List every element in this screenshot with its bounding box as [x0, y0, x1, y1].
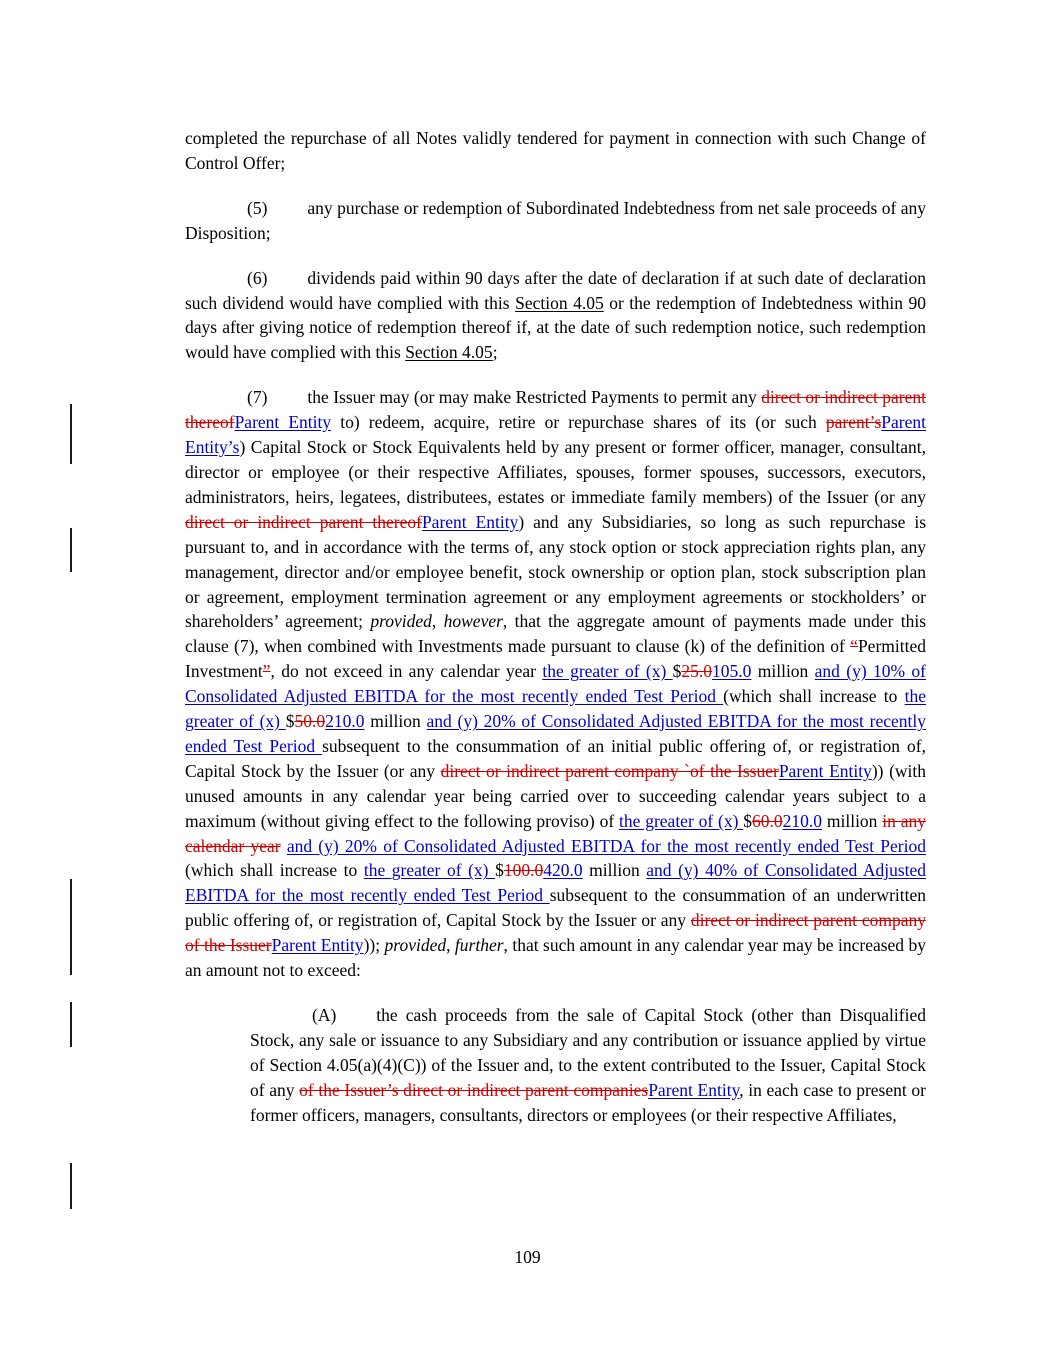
- inserted-text: 105.0: [712, 661, 752, 682]
- change-bar: [70, 404, 72, 464]
- text-run: million: [364, 711, 427, 732]
- text-run: million: [582, 860, 647, 881]
- paragraph: [185, 266, 926, 366]
- deleted-text: ”: [262, 661, 271, 682]
- underlined-reference: Section 4.05: [405, 342, 493, 363]
- deleted-text: direct or indirect parent thereof: [185, 511, 422, 532]
- text-run: $: [285, 711, 295, 732]
- text-run: completed the repurchase of all Notes validly tendered for payment in connection with such Change of Control Offer;: [185, 128, 926, 173]
- text-run: million: [751, 661, 815, 682]
- text-run: , that such amount in any calendar year may be increased by an amount not to exceed:: [185, 935, 926, 981]
- deleted-text: direct or indirect parent company of the Issuer: [185, 910, 926, 956]
- inserted-text: the greater of (x): [363, 860, 496, 881]
- text-run: , that the aggregate amount of payments made under this clause (7), when combined with Investments made pursuant to clause (k) of the definition of: [185, 611, 927, 657]
- inserted-text: and (y) 20% of Consolidated Adjusted EBITDA for the most recently ended Test Period: [286, 835, 926, 856]
- inserted-text: and (y) 10% of Consolidated Adjusted EBITDA for the most recently ended Test Period: [185, 661, 927, 707]
- text-run: , do not exceed in any calendar year: [270, 661, 543, 682]
- italic-text: however: [443, 611, 503, 632]
- inserted-text: Parent Entity: [271, 935, 364, 956]
- deleted-text: 50.0: [294, 711, 326, 732]
- text-run: any purchase or redemption of Subordinated Indebtedness from net sale proceeds of any Disposition;: [185, 197, 926, 243]
- text-run: $: [495, 860, 504, 881]
- inserted-text: Parent Entity: [778, 760, 872, 781]
- inserted-text: 210.0: [782, 810, 823, 831]
- text-run: (A): [312, 1005, 337, 1025]
- text-run: ) and any Subsidiaries, so long as such repurchase is pursuant to, and in accordance with the terms of, any stock option or stock appreciation rights plan, any management, director and/or employee benefit, stock ownership or option plan, stock subscription plan or agreement, employment termination agreement or any employment agreements or stockholders’ or shareholders’ agreement;: [185, 511, 927, 632]
- change-bar: [70, 1002, 72, 1047]
- deleted-text: of the Issuer’s direct or indirect parent companies: [299, 1079, 649, 1100]
- text-run: subsequent to the consummation of an underwritten public offering of, or registration of, Capital Stock by the Issuer or any: [185, 885, 926, 931]
- italic-text: provided: [384, 935, 447, 956]
- inserted-text: 210.0: [325, 711, 365, 732]
- deleted-text: 100.0: [503, 860, 544, 881]
- inserted-text: Parent Entity: [648, 1079, 740, 1100]
- text-run: to) redeem, acquire, retire or repurchase shares of its (or such: [331, 412, 826, 433]
- text-run: ;: [492, 342, 498, 363]
- text-run: Permitted Investment: [185, 636, 926, 682]
- text-run: ));: [363, 935, 385, 956]
- deleted-text: “: [850, 636, 858, 657]
- text-run: (6): [247, 267, 268, 288]
- inserted-text: and (y) 20% of Consolidated Adjusted EBITDA for the most recently ended Test Period: [185, 711, 926, 756]
- paragraph: [250, 1003, 926, 1128]
- text-run: (which shall increase to: [723, 686, 905, 707]
- underlined-reference: Section 4.05: [515, 292, 604, 313]
- deleted-text: direct or indirect parent thereof: [185, 387, 926, 433]
- change-bar: [70, 879, 72, 975]
- text-run: the cash proceeds from the sale of Capital Stock (other than Disqualified Stock, any sale or issuance to any Subsidiary and any contribution or issuance applied by virtue of Section 4.05(a)(4)(C)) of the Issuer and, to the extent contributed to the Issuer, Capital Stock of any: [250, 1005, 926, 1100]
- text-run: )) (with unused amounts in any calendar year being carried over to succeeding calendar years subject to a maximum (without giving effect to the following proviso) of: [185, 760, 927, 831]
- deleted-text: in any calendar year: [185, 810, 926, 856]
- document-content: [185, 126, 926, 1148]
- italic-text: further: [454, 935, 504, 956]
- deleted-text: 60.0: [752, 810, 783, 831]
- text-run: ,: [431, 611, 444, 632]
- text-run: dividends paid within 90 days after the date of declaration if at such date of declaration such dividend would have complied with this: [185, 267, 926, 313]
- text-run: subsequent to the consummation of an initial public offering of, or registration of, Capital Stock by the Issuer (or any: [185, 735, 926, 781]
- text-run: or the redemption of Indebtedness within 90 days after giving notice of redemption thereof if, at the date of such redemption notice, such redemption would have complied with this: [185, 292, 927, 363]
- deleted-text: 25.0: [681, 661, 713, 682]
- change-bar: [70, 528, 72, 572]
- text-run: (5): [247, 197, 268, 218]
- inserted-text: and (y) 40% of Consolidated Adjusted EBITDA for the most recently ended Test Period: [185, 860, 927, 906]
- inserted-text: Parent Entity: [421, 511, 519, 532]
- deleted-text: direct or indirect parent company `of the Issuer: [440, 760, 779, 781]
- text-run: ,: [446, 935, 455, 956]
- inserted-text: 420.0: [543, 860, 583, 881]
- text-run: (which shall increase to: [185, 860, 364, 881]
- text-run: , in each case to present or former officers, managers, consultants, directors or employees (or their respective Affiliates,: [250, 1079, 926, 1125]
- inserted-text: the greater of (x): [185, 686, 927, 732]
- text-run: (7): [247, 387, 268, 408]
- deleted-text: parent’s: [825, 412, 882, 433]
- inserted-text: the greater of (x): [542, 661, 673, 682]
- paragraph: [185, 126, 926, 176]
- text-run: ) Capital Stock or Stock Equivalents held by any present or former officer, manager, consultant, director or employee (or their respective Affiliates, spouses, former spouses, successors, executors, administrators, heirs, legatees, distributees, estates or immediate family members) of the Issuer (or any: [185, 437, 926, 507]
- text-run: million: [822, 810, 883, 831]
- inserted-text: Parent Entity’s: [185, 412, 927, 458]
- text-run: $: [743, 810, 753, 831]
- text-run: the Issuer may (or may make Restricted Payments to permit any: [307, 387, 762, 408]
- text-run: $: [672, 661, 682, 682]
- paragraph: [185, 196, 926, 246]
- page-number: 109: [514, 1247, 541, 1267]
- paragraph: [185, 385, 926, 983]
- inserted-text: Parent Entity: [234, 412, 332, 433]
- inserted-text: the greater of (x): [618, 810, 744, 831]
- change-bar: [70, 1163, 72, 1209]
- italic-text: provided: [370, 611, 432, 632]
